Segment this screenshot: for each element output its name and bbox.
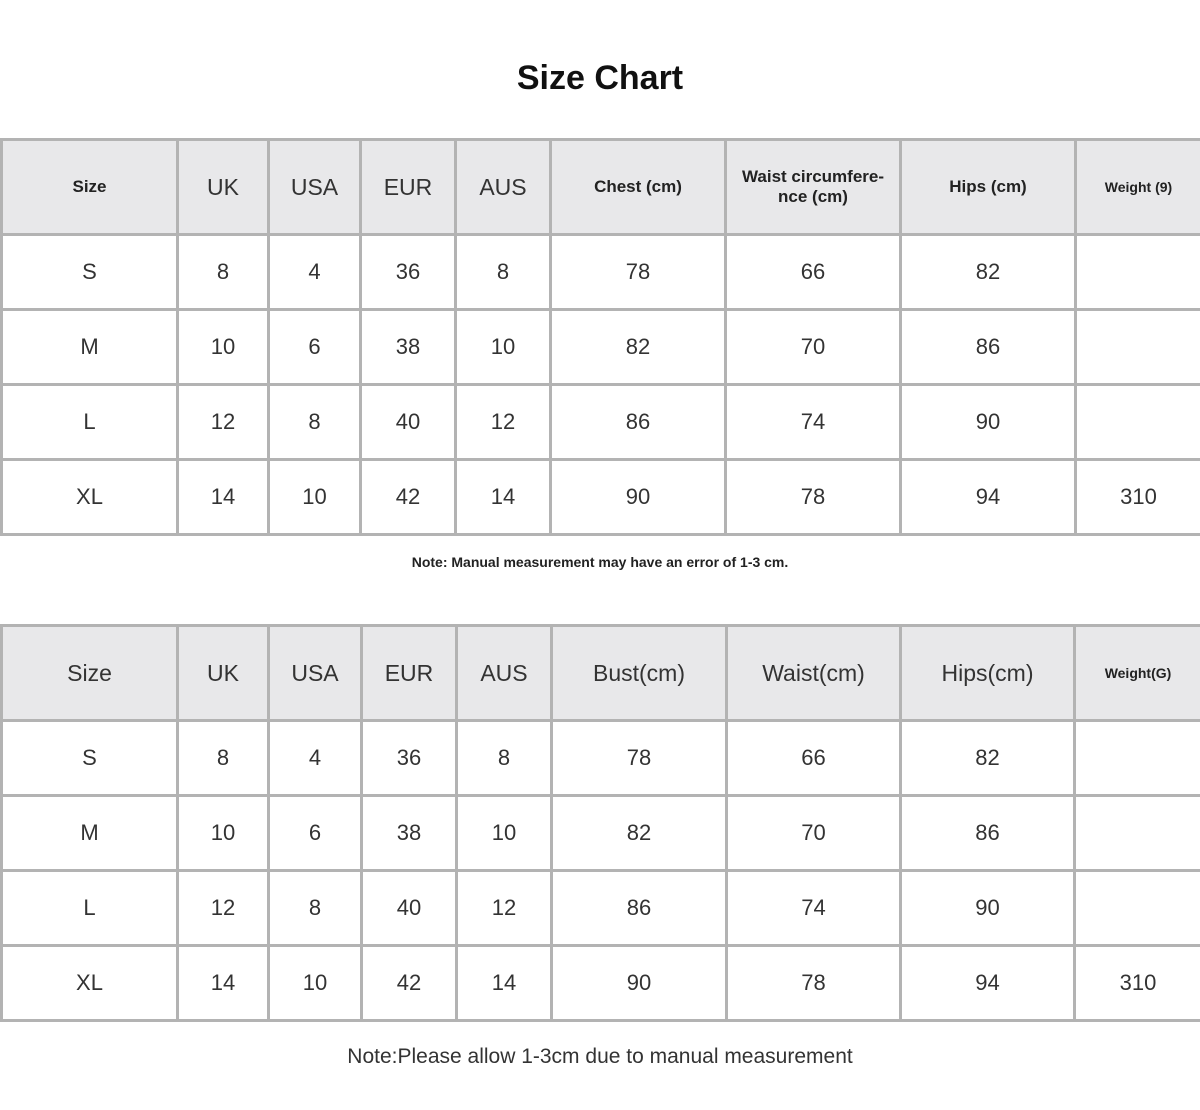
table-row (2, 460, 1200, 535)
cell-usa: 10 (269, 460, 361, 535)
cell-waist: 78 (727, 946, 901, 1021)
cell-usa: 4 (269, 235, 361, 310)
cell-eur: 36 (361, 235, 456, 310)
cell-bust: 78 (552, 721, 727, 796)
cell-waist: 78 (726, 460, 901, 535)
header-aus: AUS (456, 140, 551, 235)
cell-usa: 6 (269, 310, 361, 385)
cell-aus: 14 (457, 946, 552, 1021)
cell-hips: 94 (901, 460, 1076, 535)
cell-eur: 36 (362, 721, 457, 796)
cell-usa: 8 (269, 385, 361, 460)
cell-size: XL (2, 946, 178, 1021)
cell-eur: 42 (362, 946, 457, 1021)
cell-uk: 14 (178, 460, 269, 535)
cell-weight (1076, 310, 1200, 385)
cell-hips: 82 (901, 721, 1075, 796)
cell-uk: 8 (178, 235, 269, 310)
cell-size: S (2, 721, 178, 796)
cell-size: M (2, 310, 178, 385)
header-size: Size (2, 140, 178, 235)
header-weight: Weight (9) (1076, 140, 1200, 235)
cell-uk: 14 (178, 946, 269, 1021)
cell-waist: 70 (726, 310, 901, 385)
cell-aus: 12 (457, 871, 552, 946)
cell-eur: 38 (361, 310, 456, 385)
table-row (2, 721, 1200, 796)
size-table-2 (0, 624, 1200, 1022)
cell-weight (1075, 721, 1200, 796)
table-row (2, 871, 1200, 946)
cell-weight (1076, 235, 1200, 310)
cell-uk: 8 (178, 721, 269, 796)
cell-bust: 82 (552, 796, 727, 871)
cell-usa: 10 (269, 946, 362, 1021)
header-usa: USA (269, 626, 362, 721)
cell-usa: 8 (269, 871, 362, 946)
cell-size: M (2, 796, 178, 871)
cell-weight (1076, 385, 1200, 460)
cell-aus: 8 (457, 721, 552, 796)
header-bust: Bust(cm) (552, 626, 727, 721)
header-waist: Waist circumfere-nce (cm) (726, 140, 901, 235)
cell-eur: 38 (362, 796, 457, 871)
cell-hips: 94 (901, 946, 1075, 1021)
cell-aus: 10 (456, 310, 551, 385)
cell-bust: 90 (552, 946, 727, 1021)
cell-chest: 82 (551, 310, 726, 385)
cell-hips: 90 (901, 871, 1075, 946)
cell-uk: 10 (178, 796, 269, 871)
cell-size: S (2, 235, 178, 310)
size-table-1 (0, 138, 1200, 536)
table-row (2, 796, 1200, 871)
cell-aus: 12 (456, 385, 551, 460)
table-row (2, 385, 1200, 460)
table-header-row (2, 140, 1200, 235)
measurement-note-1: Note: Manual measurement may have an error of 1-3 cm. (411, 554, 789, 570)
cell-hips: 86 (901, 796, 1075, 871)
cell-aus: 10 (457, 796, 552, 871)
cell-weight (1075, 871, 1200, 946)
cell-uk: 12 (178, 871, 269, 946)
cell-weight (1075, 796, 1200, 871)
header-eur: EUR (361, 140, 456, 235)
cell-size: XL (2, 460, 178, 535)
cell-bust: 86 (552, 871, 727, 946)
header-aus: AUS (457, 626, 552, 721)
cell-waist: 70 (727, 796, 901, 871)
header-usa: USA (269, 140, 361, 235)
cell-weight: 310 (1076, 460, 1200, 535)
cell-aus: 8 (456, 235, 551, 310)
table-row (2, 946, 1200, 1021)
cell-aus: 14 (456, 460, 551, 535)
header-hips: Hips(cm) (901, 626, 1075, 721)
cell-eur: 40 (362, 871, 457, 946)
cell-waist: 66 (727, 721, 901, 796)
cell-eur: 40 (361, 385, 456, 460)
page-title: Size Chart (516, 59, 684, 97)
cell-waist: 74 (727, 871, 901, 946)
cell-hips: 90 (901, 385, 1076, 460)
cell-chest: 90 (551, 460, 726, 535)
cell-usa: 6 (269, 796, 362, 871)
header-eur: EUR (362, 626, 457, 721)
header-uk: UK (178, 626, 269, 721)
header-waist: Waist(cm) (727, 626, 901, 721)
cell-chest: 86 (551, 385, 726, 460)
header-weight: Weight(G) (1075, 626, 1200, 721)
header-size: Size (2, 626, 178, 721)
cell-uk: 10 (178, 310, 269, 385)
cell-weight: 310 (1075, 946, 1200, 1021)
cell-waist: 74 (726, 385, 901, 460)
header-hips: Hips (cm) (901, 140, 1076, 235)
header-chest: Chest (cm) (551, 140, 726, 235)
table-row (2, 235, 1200, 310)
cell-hips: 82 (901, 235, 1076, 310)
header-uk: UK (178, 140, 269, 235)
cell-waist: 66 (726, 235, 901, 310)
table-header-row (2, 626, 1200, 721)
cell-chest: 78 (551, 235, 726, 310)
cell-size: L (2, 871, 178, 946)
cell-hips: 86 (901, 310, 1076, 385)
cell-eur: 42 (361, 460, 456, 535)
measurement-note-2: Note:Please allow 1-3cm due to manual measurement (347, 1045, 853, 1068)
table-row (2, 310, 1200, 385)
cell-uk: 12 (178, 385, 269, 460)
cell-usa: 4 (269, 721, 362, 796)
cell-size: L (2, 385, 178, 460)
